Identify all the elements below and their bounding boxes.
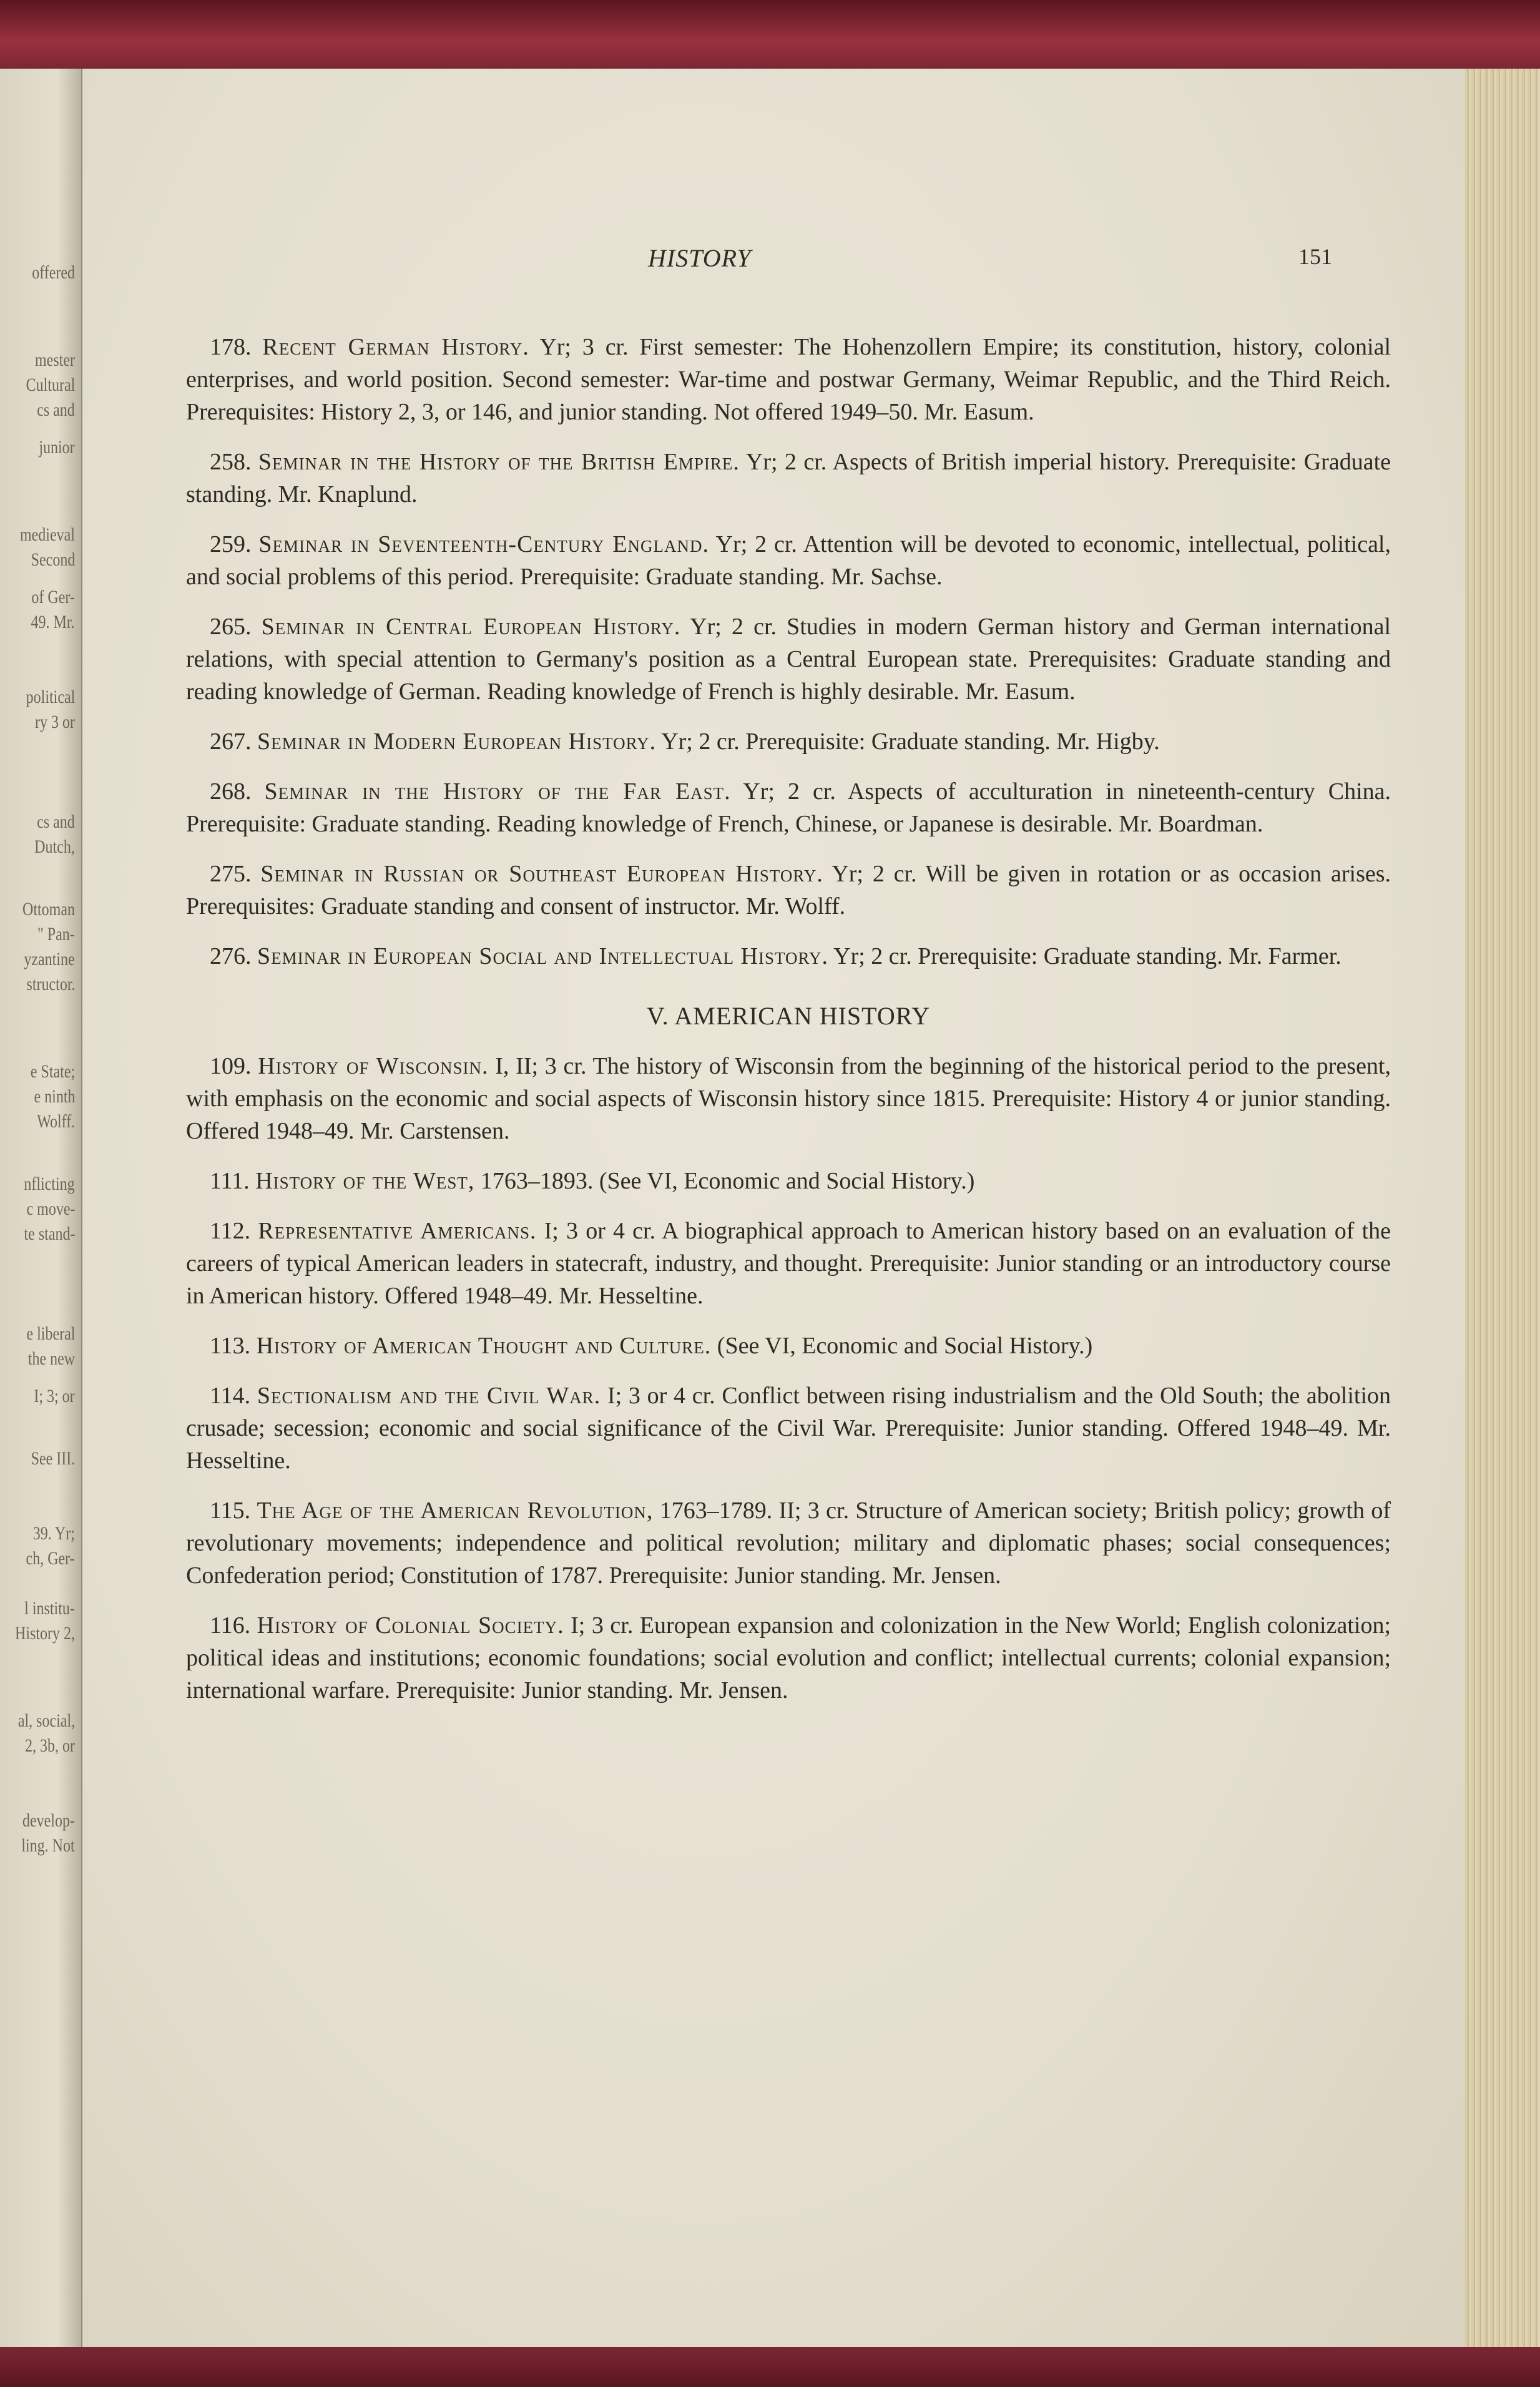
course-title: Representative Americans. [258, 1218, 537, 1244]
course-title: Recent German History. [262, 334, 529, 360]
previous-page-fragment: Wolff. [37, 1111, 75, 1132]
previous-page-fragment: te stand- [24, 1223, 75, 1244]
course-number: 267. [210, 728, 252, 755]
course-entry [186, 1050, 1391, 1147]
previous-page-fragment: cs and [37, 399, 75, 420]
course-description: 1763–1893. (See VI, Economic and Social History.) [480, 1168, 975, 1194]
book-page [82, 69, 1465, 2347]
course-title: History of Colonial Society. [257, 1612, 564, 1639]
course-description: I; 3 or 4 cr. Conflict between rising industrialism and the Old South; the abolition crusade; secession; economic and social significance of the Civil War. Prerequisite: Junior standing. Offered 1948–49. Mr. Hesseltine. [186, 1383, 1391, 1474]
previous-page-fragment: ry 3 or [35, 712, 75, 732]
course-number: 268. [210, 778, 252, 805]
previous-page-fragment: of Ger- [31, 587, 75, 607]
course-number: 115. [210, 1497, 251, 1524]
previous-page-edge [0, 69, 84, 2347]
previous-page-fragment: c move- [26, 1198, 75, 1219]
previous-page-fragment: See III. [31, 1448, 75, 1469]
course-title: Seminar in the History of the British Empire. [258, 449, 740, 475]
course-entry [186, 858, 1391, 923]
course-entry [186, 1494, 1391, 1592]
previous-page-fragment: al, social, [17, 1710, 75, 1731]
previous-page-fragment: nflicting [24, 1174, 75, 1194]
course-description: Yr; 2 cr. Attention will be devoted to economic, intellectual, political, and social problems of this period. Prerequisite: Graduate standing. Mr. Sachse. [186, 531, 1391, 590]
course-number: 109. [210, 1053, 252, 1079]
course-description: Yr; 2 cr. Studies in modern German history and German international relations, with special attention to Germany's position as a Central European state. Prerequisites: Graduate standing and reading knowledge of German. Reading knowledge of French is highly desirable. Mr. Easum. [186, 614, 1391, 705]
course-title: History of Wisconsin. [258, 1053, 489, 1079]
previous-page-fragment: Second [31, 549, 75, 570]
course-description: 1763–1789. II; 3 cr. Structure of American society; British policy; growth of revolutionary movements; independence and political revolution; military and diplomatic phases; social consequences; Confederation period; Constitution of 1787. Prerequisite: Junior standing. Mr. Jensen. [186, 1497, 1391, 1589]
european-seminars-list [186, 331, 1391, 973]
previous-page-fragment: 49. Mr. [31, 612, 75, 632]
previous-page-fragment: 2, 3b, or [25, 1735, 75, 1756]
previous-page-fragment: develop- [22, 1810, 75, 1831]
course-title: The Age of the American Revolution, [257, 1497, 654, 1524]
course-description: Yr; 2 cr. Will be given in rotation or as occasion arises. Prerequisites: Graduate standing and consent of instructor. Mr. Wolff. [186, 861, 1391, 919]
course-description: Yr; 3 cr. First semester: The Hohenzollern Empire; its constitution, history, colonial enterprises, and world position. Second semester: War-time and postwar Germany, Weimar Republic, and the Third Reich. Prerequisites: History 2, 3, or 146, and junior standing. Not offered 1949–50. Mr. Easum. [186, 334, 1391, 425]
previous-page-fragment: cs and [37, 811, 75, 832]
course-number: 276. [210, 943, 252, 969]
previous-page-fragment: Dutch, [34, 836, 75, 857]
previous-page-fragment: l institu- [24, 1598, 75, 1619]
previous-page-fragment: " Pan- [37, 924, 75, 944]
previous-page-fragment: History 2, [15, 1623, 75, 1644]
previous-page-fragment: e ninth [34, 1086, 75, 1107]
course-number: 258. [210, 449, 252, 475]
page-block-edges [1465, 69, 1540, 2347]
course-entry [186, 446, 1391, 511]
previous-page-fragment: ch, Ger- [26, 1548, 75, 1569]
previous-page-fragment: Cultural [26, 375, 75, 395]
course-description: Yr; 2 cr. Aspects of acculturation in nineteenth-century China. Prerequisite: Graduate standing. Reading knowledge of French, Chinese, or Japanese is desirable. Mr. Boardman. [186, 778, 1391, 837]
course-entry [186, 610, 1391, 708]
previous-page-fragment: medieval [20, 524, 75, 545]
course-title: Seminar in Modern European History. [257, 728, 657, 755]
course-title: Seminar in Russian or Southeast European History. [260, 861, 823, 887]
previous-page-fragment: Ottoman [22, 899, 75, 919]
course-title: History of American Thought and Culture. [256, 1333, 712, 1359]
course-description: Yr; 2 cr. Aspects of British imperial history. Prerequisite: Graduate standing. Mr. Knaplund. [186, 449, 1391, 507]
course-title: Sectionalism and the Civil War. [257, 1383, 601, 1409]
previous-page-fragment: I; 3; or [34, 1386, 75, 1406]
previous-page-fragment: junior [39, 437, 75, 458]
course-title: Seminar in the History of the Far East. [264, 778, 731, 805]
running-head-title: HISTORY [648, 244, 752, 272]
course-number: 116. [210, 1612, 251, 1639]
previous-page-fragment: offered [32, 262, 75, 283]
previous-page-fragment: the new [27, 1348, 75, 1369]
course-entry [186, 331, 1391, 428]
course-description: Yr; 2 cr. Prerequisite: Graduate standing. Mr. Farmer. [833, 943, 1341, 969]
course-description: I; 3 cr. European expansion and colonization in the New World; English colonization; political ideas and institutions; economic foundations; social evolution and conflict; intellectual currents; colonial expansion; international warfare. Prerequisite: Junior standing. Mr. Jensen. [186, 1612, 1391, 1703]
course-entry [186, 940, 1391, 973]
previous-page-fragment: e liberal [26, 1323, 75, 1344]
course-description: I; 3 or 4 cr. A biographical approach to American history based on an evaluation of the careers of typical American leaders in statecraft, industry, and thought. Prerequisite: Junior standing or an introductory course in American history. Offered 1948–49. Mr. Hesseltine. [186, 1218, 1391, 1309]
course-entry [186, 775, 1391, 840]
section-heading: V. AMERICAN HISTORY [646, 1002, 931, 1030]
course-number: 111. [210, 1168, 250, 1194]
course-title: Seminar in Seventeenth-Century England. [258, 531, 710, 557]
course-entry [186, 1165, 1391, 1197]
course-description: (See VI, Economic and Social History.) [717, 1333, 1093, 1359]
course-number: 178. [210, 334, 252, 360]
course-number: 114. [210, 1383, 251, 1409]
course-description: Yr; 2 cr. Prerequisite: Graduate standing. Mr. Higby. [661, 728, 1160, 755]
course-entry [186, 1330, 1391, 1362]
course-number: 259. [210, 531, 252, 557]
page-content [186, 331, 1391, 1724]
book-binding-top [0, 0, 1540, 69]
previous-page-fragment: structor. [26, 974, 75, 994]
course-number: 275. [210, 861, 252, 887]
course-entry [186, 528, 1391, 593]
course-title: Seminar in Central European History. [261, 614, 681, 640]
course-description: I, II; 3 cr. The history of Wisconsin from the beginning of the historical period to the present, with emphasis on the economic and social aspects of Wisconsin history since 1815. Prerequisite: History 4 or junior standing. Offered 1948–49. Mr. Carstensen. [186, 1053, 1391, 1144]
course-entry [186, 1215, 1391, 1312]
previous-page-fragment: yzantine [24, 949, 75, 969]
course-number: 112. [210, 1218, 251, 1244]
previous-page-fragment: e State; [30, 1061, 75, 1082]
previous-page-fragment: 39. Yr; [32, 1523, 75, 1544]
previous-page-fragment: mester [35, 350, 75, 370]
course-number: 113. [210, 1333, 251, 1359]
course-entry [186, 1609, 1391, 1707]
running-head [82, 243, 1465, 281]
course-entry [186, 725, 1391, 758]
american-history-list [186, 1050, 1391, 1707]
course-title: History of the West, [255, 1168, 475, 1194]
previous-page-fragment: ling. Not [21, 1835, 75, 1856]
previous-page-fragment: political [26, 687, 75, 707]
course-entry [186, 1380, 1391, 1477]
page-number: 151 [1298, 244, 1332, 269]
book-binding-bottom [0, 2347, 1540, 2387]
course-number: 265. [210, 614, 252, 640]
course-title: Seminar in European Social and Intellectual History. [257, 943, 829, 969]
